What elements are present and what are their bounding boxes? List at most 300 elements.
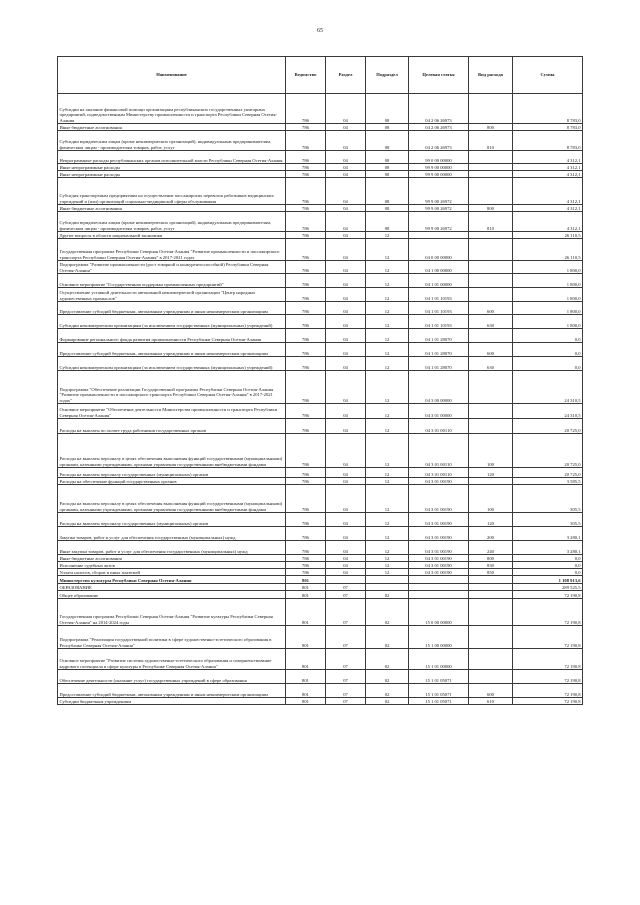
row-department: 801: [286, 684, 326, 698]
table-row: [58, 261, 583, 274]
row-name: Иные закупки товаров, работ и услуг для обеспечения государственных (муниципальных) нужд: [58, 541, 286, 555]
table-row: [58, 591, 583, 599]
row-name: Предоставление субсидий бюджетным, автономным учреждениям и иным некоммерческим организациям: [58, 343, 286, 357]
row-target-article: 04 1 01 28070: [409, 329, 469, 343]
row-target-article: 04 3 01 00190: [409, 478, 469, 485]
budget-table: [57, 56, 583, 705]
table-row: [58, 569, 583, 576]
row-section: 04: [326, 541, 366, 555]
table-row: [58, 274, 583, 288]
row-target-article: 04 3 01 00110: [409, 468, 469, 478]
row-subsection: 08: [366, 171, 409, 178]
row-subsection: 08: [366, 212, 409, 232]
row-section: 07: [326, 670, 366, 684]
row-target-article: 04 3 01 00190: [409, 513, 469, 527]
row-name: Предоставление субсидий бюджетным, автономным учреждениям и иным некоммерческим организациям: [58, 302, 286, 315]
row-expense-type: [469, 404, 513, 419]
row-expense-type: [469, 232, 513, 239]
row-section: [326, 576, 366, 584]
row-amount: 0,0: [513, 569, 583, 576]
row-section: 04: [326, 171, 366, 178]
row-amount: 4 312,1: [513, 151, 583, 164]
row-amount: 305,5: [513, 485, 583, 513]
row-name: Основное мероприятие "Обеспечение деятельности Министерства промышленности и транспорта Республики Северная Осетия-Алания": [58, 404, 286, 419]
row-subsection: 08: [366, 131, 409, 151]
row-section: 04: [326, 205, 366, 212]
table-row: [58, 576, 583, 584]
row-subsection: [366, 584, 409, 591]
row-section: 04: [326, 151, 366, 164]
row-section: 07: [326, 591, 366, 599]
row-section: 07: [326, 626, 366, 649]
row-department: 786: [286, 178, 326, 205]
row-target-article: 15 0 00 00000: [409, 599, 469, 626]
row-name: Непрограммные расходы республиканских органов исполнительной власти Республики Северная Осетия-Алания: [58, 151, 286, 164]
row-target-article: 04 2 06 26973: [409, 131, 469, 151]
row-amount: 0,0: [513, 329, 583, 343]
row-target-article: 04 2 06 26973: [409, 124, 469, 131]
row-subsection: 12: [366, 562, 409, 569]
row-expense-type: 800: [469, 124, 513, 131]
row-expense-type: 100: [469, 485, 513, 513]
row-expense-type: 630: [469, 357, 513, 371]
row-department: 786: [286, 302, 326, 315]
row-target-article: 04 1 00 00000: [409, 261, 469, 274]
table-row: [58, 343, 583, 357]
row-subsection: 12: [366, 357, 409, 371]
row-expense-type: 200: [469, 527, 513, 541]
row-department: 801: [286, 670, 326, 684]
header-expense-type: Вид расхода: [469, 57, 513, 94]
page-number: 65: [317, 28, 323, 34]
row-expense-type: [469, 171, 513, 178]
row-expense-type: [469, 649, 513, 670]
header-subsection: Подраздел: [366, 57, 409, 94]
row-department: 786: [286, 555, 326, 562]
row-department: 801: [286, 626, 326, 649]
row-target-article: 04 1 01 10193: [409, 288, 469, 302]
row-target-article: 04 1 01 00000: [409, 274, 469, 288]
row-department: 801: [286, 591, 326, 599]
row-section: 04: [326, 261, 366, 274]
row-amount: 3 280,1: [513, 541, 583, 555]
row-section: 04: [326, 232, 366, 239]
row-target-article: [409, 591, 469, 599]
row-section: 04: [326, 343, 366, 357]
row-target-article: 04 3 01 00190: [409, 569, 469, 576]
row-section: 07: [326, 599, 366, 626]
row-subsection: 12: [366, 419, 409, 434]
row-subsection: 02: [366, 670, 409, 684]
row-subsection: 12: [366, 569, 409, 576]
row-name: Формирование регионального фонда развития промышленности Республики Северная Осетия-Алания: [58, 329, 286, 343]
row-amount: 24 310,5: [513, 371, 583, 404]
row-amount: 72 190,8: [513, 698, 583, 705]
row-department: 786: [286, 527, 326, 541]
row-name: Расходы на выплаты персоналу государственных (муниципальных) органов: [58, 513, 286, 527]
table-row: [58, 288, 583, 302]
row-target-article: 15 1 00 00000: [409, 626, 469, 649]
row-name: Субсидии на оказание финансовой помощи организациям республиканских государственных унитарных предприятий, подведомственным Министерству промышленности и транспорта Республики Северная Осетия-Алания: [58, 94, 286, 124]
row-amount: 20 725,0: [513, 419, 583, 434]
row-expense-type: 630: [469, 315, 513, 329]
row-name: Подпрограмма "Реализация государственной политики в сфере художественно-эстетического образования в Республике Северная Осетия-Алания": [58, 626, 286, 649]
table-row: [58, 434, 583, 468]
row-subsection: 02: [366, 599, 409, 626]
row-name: Иные непрограммные расходы: [58, 164, 286, 171]
row-expense-type: 240: [469, 541, 513, 555]
table-row: [58, 357, 583, 371]
row-department: 786: [286, 131, 326, 151]
row-name: Субсидии юридическим лицам (кроме некоммерческих организаций), индивидуальным предпринимателям, физическим лицам - производителям товаров, работ, услуг: [58, 212, 286, 232]
row-subsection: 12: [366, 555, 409, 562]
row-expense-type: [469, 626, 513, 649]
row-section: 04: [326, 302, 366, 315]
row-name: Закупка товаров, работ и услуг для обеспечения государственных (муниципальных) нужд: [58, 527, 286, 541]
header-department: Ведомство: [286, 57, 326, 94]
row-amount: 4 312,1: [513, 178, 583, 205]
row-department: 786: [286, 164, 326, 171]
row-section: 04: [326, 94, 366, 124]
row-target-article: 04 3 00 00000: [409, 371, 469, 404]
row-target-article: 04 3 01 00000: [409, 404, 469, 419]
row-department: 786: [286, 171, 326, 178]
row-name: Государственная программа Республики Северная Осетия-Алания "Развитие культуры Республики Северная Осетия-Алания" на 2014-2024 годы: [58, 599, 286, 626]
table-row: [58, 94, 583, 124]
row-section: 04: [326, 239, 366, 261]
row-name: Иные бюджетные ассигнования: [58, 124, 286, 131]
table-row: [58, 171, 583, 178]
table-row: [58, 599, 583, 626]
row-target-article: 04 0 00 00000: [409, 239, 469, 261]
row-name: Министерство культуры Республики Северная Осетия-Алания: [58, 576, 286, 584]
table-row: [58, 527, 583, 541]
row-section: 04: [326, 562, 366, 569]
row-amount: 26 110,5: [513, 239, 583, 261]
table-row: [58, 541, 583, 555]
row-department: 801: [286, 584, 326, 591]
row-target-article: [409, 232, 469, 239]
row-subsection: 12: [366, 315, 409, 329]
row-name: Расходы на обеспечение функций государственных органов: [58, 478, 286, 485]
row-section: 04: [326, 419, 366, 434]
row-department: 786: [286, 239, 326, 261]
row-name: Расходы на выплаты персоналу государственных (муниципальных) органов: [58, 468, 286, 478]
row-target-article: 04 1 01 10193: [409, 302, 469, 315]
row-expense-type: 120: [469, 468, 513, 478]
header-section: Раздел: [326, 57, 366, 94]
row-name: Основное мероприятие "Государственная поддержка промышленных предприятий": [58, 274, 286, 288]
row-target-article: 04 3 01 00110: [409, 434, 469, 468]
row-expense-type: 830: [469, 562, 513, 569]
row-department: 786: [286, 124, 326, 131]
table-row: [58, 584, 583, 591]
row-department: 786: [286, 371, 326, 404]
row-subsection: 08: [366, 205, 409, 212]
row-amount: 1 800,0: [513, 274, 583, 288]
row-target-article: 15 1 01 00000: [409, 649, 469, 670]
row-subsection: 12: [366, 274, 409, 288]
row-section: 04: [326, 357, 366, 371]
row-subsection: 12: [366, 434, 409, 468]
row-expense-type: [469, 164, 513, 171]
row-target-article: 99 9 00 26972: [409, 212, 469, 232]
table-row: [58, 562, 583, 569]
row-department: 786: [286, 343, 326, 357]
row-target-article: 04 3 01 00190: [409, 562, 469, 569]
row-subsection: 12: [366, 261, 409, 274]
row-department: 786: [286, 94, 326, 124]
table-row: [58, 419, 583, 434]
row-amount: 0,0: [513, 357, 583, 371]
row-expense-type: [469, 371, 513, 404]
row-department: 786: [286, 569, 326, 576]
row-expense-type: [469, 599, 513, 626]
table-row: [58, 315, 583, 329]
row-department: 801: [286, 599, 326, 626]
row-subsection: 12: [366, 239, 409, 261]
row-amount: 72 190,8: [513, 670, 583, 684]
row-department: 786: [286, 261, 326, 274]
row-expense-type: 800: [469, 555, 513, 562]
row-expense-type: [469, 419, 513, 434]
row-subsection: 12: [366, 232, 409, 239]
row-expense-type: [469, 584, 513, 591]
row-subsection: 08: [366, 151, 409, 164]
row-target-article: 15 1 01 05071: [409, 698, 469, 705]
row-amount: 4 312,1: [513, 205, 583, 212]
row-target-article: [409, 584, 469, 591]
row-amount: 26 110,5: [513, 232, 583, 239]
table-row: [58, 124, 583, 131]
row-department: 786: [286, 274, 326, 288]
row-target-article: [409, 576, 469, 584]
row-section: 04: [326, 468, 366, 478]
row-expense-type: [469, 329, 513, 343]
row-department: 786: [286, 541, 326, 555]
row-subsection: 12: [366, 468, 409, 478]
row-section: 04: [326, 274, 366, 288]
header-name: Наименование: [58, 57, 286, 94]
row-name: Основное мероприятие "Развитие системы художественно-эстетического образования и совершенствование кадрового потенциала в сфере культуры в Республике Северная Осетия-Алания": [58, 649, 286, 670]
row-amount: 0,0: [513, 555, 583, 562]
row-subsection: 12: [366, 485, 409, 513]
row-target-article: 04 3 01 00110: [409, 419, 469, 434]
row-section: 07: [326, 684, 366, 698]
row-subsection: 12: [366, 288, 409, 302]
row-section: 04: [326, 124, 366, 131]
row-target-article: 04 3 01 00190: [409, 555, 469, 562]
row-expense-type: [469, 178, 513, 205]
row-amount: 3 585,5: [513, 478, 583, 485]
table-row: [58, 232, 583, 239]
row-amount: 20 725,0: [513, 468, 583, 478]
row-department: 786: [286, 232, 326, 239]
row-department: 786: [286, 357, 326, 371]
row-name: Иные бюджетные ассигнования: [58, 555, 286, 562]
row-subsection: 02: [366, 649, 409, 670]
table-header-row: [58, 57, 583, 94]
row-name: Осуществление уставной деятельности автономной некоммерческой организации "Центр народных художественных промыслов": [58, 288, 286, 302]
row-name: Другие вопросы в области национальной экономики: [58, 232, 286, 239]
row-department: 786: [286, 468, 326, 478]
table-row: [58, 404, 583, 419]
table-row: [58, 698, 583, 705]
table-row: [58, 239, 583, 261]
row-subsection: 02: [366, 591, 409, 599]
row-department: 801: [286, 576, 326, 584]
table-row: [58, 302, 583, 315]
row-expense-type: [469, 274, 513, 288]
row-amount: 1 800,0: [513, 261, 583, 274]
table-row: [58, 478, 583, 485]
row-department: 786: [286, 288, 326, 302]
row-section: 04: [326, 178, 366, 205]
row-subsection: 08: [366, 178, 409, 205]
row-name: Расходы на выплаты по оплате труда работников государственных органов: [58, 419, 286, 434]
row-department: 801: [286, 649, 326, 670]
row-section: 04: [326, 513, 366, 527]
row-amount: 0,0: [513, 343, 583, 357]
row-department: 801: [286, 698, 326, 705]
row-amount: 8 783,0: [513, 94, 583, 124]
row-amount: 72 190,8: [513, 626, 583, 649]
row-subsection: 12: [366, 329, 409, 343]
row-target-article: 15 1 01 05071: [409, 684, 469, 698]
row-department: 786: [286, 404, 326, 419]
table-row: [58, 649, 583, 670]
row-subsection: 08: [366, 124, 409, 131]
row-department: 786: [286, 205, 326, 212]
row-section: 04: [326, 212, 366, 232]
row-target-article: 99 9 00 00000: [409, 171, 469, 178]
row-name: Государственная программа Республики Северная Осетия-Алания "Развитие промышленности и пассажирского транспорта Республики Северная Осетия-Алания" в 2017-2021 годах: [58, 239, 286, 261]
row-expense-type: 600: [469, 343, 513, 357]
table-row: [58, 468, 583, 478]
row-name: Иные непрограммные расходы: [58, 171, 286, 178]
row-subsection: 02: [366, 698, 409, 705]
row-subsection: 08: [366, 94, 409, 124]
row-expense-type: [469, 478, 513, 485]
row-expense-type: [469, 670, 513, 684]
row-amount: 20 725,0: [513, 434, 583, 468]
row-target-article: 99 9 00 00000: [409, 164, 469, 171]
row-name: Уплата налогов, сборов и иных платежей: [58, 569, 286, 576]
row-amount: 72 190,8: [513, 599, 583, 626]
row-amount: 0,0: [513, 562, 583, 569]
table-row: [58, 485, 583, 513]
row-expense-type: [469, 151, 513, 164]
table-row: [58, 371, 583, 404]
row-expense-type: [469, 576, 513, 584]
row-name: Общее образование: [58, 591, 286, 599]
table-body: [58, 94, 583, 705]
row-section: 07: [326, 698, 366, 705]
row-name: Подпрограмма "Развитие промышленности (рост товарной и конкурентоспособной) Республики Северная Осетия-Алания": [58, 261, 286, 274]
row-section: 04: [326, 569, 366, 576]
table-row: [58, 513, 583, 527]
table-row: [58, 684, 583, 698]
row-amount: 72 190,8: [513, 649, 583, 670]
row-amount: 72 190,8: [513, 591, 583, 599]
header-amount: Сумма: [513, 57, 583, 94]
row-target-article: 04 3 01 00190: [409, 527, 469, 541]
row-amount: 289 525,5: [513, 584, 583, 591]
row-section: 04: [326, 527, 366, 541]
row-subsection: 12: [366, 371, 409, 404]
row-department: 786: [286, 151, 326, 164]
row-amount: 4 312,1: [513, 171, 583, 178]
row-expense-type: 810: [469, 212, 513, 232]
row-expense-type: 800: [469, 205, 513, 212]
row-subsection: [366, 576, 409, 584]
row-name: Подпрограмма "Обеспечение реализации Государственной программы Республики Северная Осетия-Алания "Развитие промышленности и пассажирского транспорта Республики Северная Осетия-Алания" в 2017-2021 годах": [58, 371, 286, 404]
row-expense-type: 610: [469, 698, 513, 705]
row-expense-type: 850: [469, 569, 513, 576]
row-amount: 8 783,0: [513, 131, 583, 151]
row-subsection: 08: [366, 164, 409, 171]
row-section: 04: [326, 315, 366, 329]
row-amount: 24 310,5: [513, 404, 583, 419]
row-subsection: 12: [366, 302, 409, 315]
row-expense-type: 100: [469, 434, 513, 468]
row-section: 04: [326, 404, 366, 419]
row-name: Иные бюджетные ассигнования: [58, 205, 286, 212]
row-name: Расходы на выплаты персоналу в целях обеспечения выполнения функций государственными (муниципальными) органами, казенными учреждениями, органами управления государственными внебюджетными фондами: [58, 485, 286, 513]
row-amount: 1 108 913,6: [513, 576, 583, 584]
row-target-article: 15 1 01 05071: [409, 670, 469, 684]
row-name: Субсидии некоммерческим организациям (за исключением государственных (муниципальных) учреждений): [58, 315, 286, 329]
row-expense-type: 120: [469, 513, 513, 527]
row-section: 07: [326, 649, 366, 670]
row-amount: 8 783,0: [513, 124, 583, 131]
row-amount: 72 190,8: [513, 684, 583, 698]
row-expense-type: 600: [469, 302, 513, 315]
row-name: Расходы на выплаты персоналу в целях обеспечения выполнения функций государственными (муниципальными) органами, казенными учреждениями, органами управления государственными внебюджетными фондами: [58, 434, 286, 468]
table-row: [58, 329, 583, 343]
row-amount: 4 312,1: [513, 164, 583, 171]
row-name: Субсидии юридическим лицам (кроме некоммерческих организаций), индивидуальным предпринимателям, физическим лицам - производителям товаров, работ, услуг: [58, 131, 286, 151]
row-section: 04: [326, 555, 366, 562]
row-name: Субсидии бюджетным учреждениям: [58, 698, 286, 705]
row-department: 786: [286, 315, 326, 329]
header-target-article: Целевая статья: [409, 57, 469, 94]
row-expense-type: [469, 94, 513, 124]
row-amount: 1 800,0: [513, 288, 583, 302]
row-amount: 305,5: [513, 513, 583, 527]
row-amount: 1 800,0: [513, 315, 583, 329]
row-section: 04: [326, 288, 366, 302]
row-expense-type: [469, 239, 513, 261]
table-row: [58, 626, 583, 649]
row-section: 04: [326, 434, 366, 468]
row-subsection: 12: [366, 478, 409, 485]
row-department: 786: [286, 329, 326, 343]
table-row: [58, 164, 583, 171]
row-name: Обеспечение деятельности (оказание услуг) государственных учреждений в сфере образования: [58, 670, 286, 684]
row-name: Субсидии некоммерческим организациям (за исключением государственных (муниципальных) учреждений): [58, 357, 286, 371]
row-section: 04: [326, 164, 366, 171]
table-row: [58, 555, 583, 562]
table-row: [58, 131, 583, 151]
table-row: [58, 205, 583, 212]
row-name: Предоставление субсидий бюджетным, автономным учреждениям и иным некоммерческим организациям: [58, 684, 286, 698]
row-subsection: 12: [366, 527, 409, 541]
row-target-article: 04 1 01 28070: [409, 357, 469, 371]
row-target-article: 04 1 01 10193: [409, 315, 469, 329]
row-subsection: 12: [366, 513, 409, 527]
row-department: 786: [286, 212, 326, 232]
